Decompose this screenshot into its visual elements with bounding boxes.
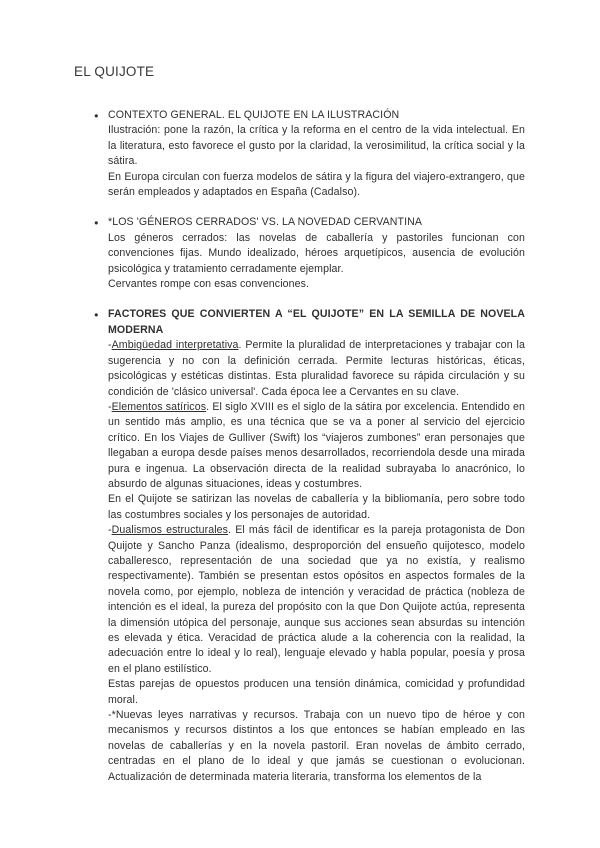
bullet-icon: ● <box>94 111 99 120</box>
text-run: - <box>108 524 112 537</box>
text-run: . Permite la pluralidad de interpretaciones y trabajar con la sugerencia y no con la definición cerrada. Permite lecturas históricas, éticas, psicológicas y estéticas distintas. Esta pluralidad favorece su rápida circulación y su condición de 'clásico universal'. Cada época lee a Cervantes en su clave. <box>108 339 526 398</box>
bulleted-list <box>74 108 525 785</box>
bullet-icon: ● <box>94 310 99 320</box>
paragraph: En el Quijote se satirizan las novelas de caballería y la bibliomanía, pero sobre todo las costumbres sociales y los personajes de autoridad. <box>108 493 525 521</box>
underlined-term: Ambigüedad interpretativa <box>111 339 239 352</box>
text-run: - <box>108 339 112 352</box>
section-heading: FACTORES QUE CONVIERTEN A “EL QUIJOTE” EN LA SEMILLA DE NOVELA MODERNA <box>108 308 525 336</box>
paragraph: En Europa circulan con fuerza modelos de sátira y la figura del viajero-extrangero, que serán empleados y adaptados en España (Cadalso). <box>108 170 525 199</box>
paragraph: Los géneros cerrados: las novelas de caballería y pastoriles funcionan con convenciones fijas. Mundo idealizado, héroes arquetípicos, ausencia de evolución psicológica y tratamiento cerradamente ejemplar. <box>108 231 525 275</box>
underlined-term: Dualismos estructurales <box>111 524 229 537</box>
document-title: EL QUIJOTE <box>74 64 155 79</box>
paragraph <box>108 338 525 400</box>
paragraph <box>108 523 525 677</box>
section-heading: CONTEXTO GENERAL. EL QUIJOTE EN LA ILUSTRACIÓN <box>108 109 400 121</box>
text-run: - <box>108 400 112 413</box>
underlined-term: Elementos satíricos <box>111 400 207 413</box>
paragraph <box>108 400 525 492</box>
bullet-icon: ● <box>94 218 99 228</box>
section-heading: *LOS 'GÉNEROS CERRADOS' VS. LA NOVEDAD CERVANTINA <box>108 216 423 229</box>
paragraph: Cervantes rompe con esas convenciones. <box>108 278 310 291</box>
text-run: . El más fácil de identificar es la pareja protagonista de Don Quijote y Sancho Panza (idealismo, desproporción del ensueño quijotesco, modelo caballeresco, representación de una sociedad que ya no existía, y realismo respectivamente). También se presentan estos opósitos en aspectos formales de la novela como, por ejemplo, nobleza de intención y veracidad de práctica (nobleza de intención es el ideal, la pureza del propósito con la que Don Quijote actúa, representa la dimensión utópica del personaje, aunque sus acciones sean absurdas su intención es elevada y ética. Veracidad de práctica alude a la coherencia con la realidad, la adecuación entre lo ideal y lo real), lenguaje elevado y habla popular, poesía y prosa en el plano estilístico. <box>108 524 525 675</box>
paragraph: Ilustración: pone la razón, la crítica y la reforma en el centro de la vida intelectual. En la literatura, esto favorece el gusto por la claridad, la verosimilitud, la crítica social y la sátira. <box>108 124 525 168</box>
section-contexto-general <box>74 108 525 200</box>
section-factores <box>74 307 525 785</box>
paragraph: -*Nuevas leyes narrativas y recursos. Trabaja con un nuevo tipo de héroe y con mecanismos y recursos distintos a los que entonces se habían empleado en las novelas de caballerías y en la novela pastoril. Eran novelas de ámbito cerrado, centradas en el plano de lo ideal y que jamás se cuestionan o evolucionan. Actualización de determinada materia literaria, transforma los elementos de la <box>108 709 525 783</box>
text-run: . El siglo XVIII es el siglo de la sátira por excelencia. Entendido en un sentido más amplio, es una técnica que se va a poner al servicio del ejercicio crítico. En los Viajes de Gulliver (Swift) los “viajeros zumbones” eran personajes que llegaban a europa desde países menos desarrollados, recorriendola desde una mirada pura e ingenua. La observación directa de la realidad subrayaba lo anacrónico, lo absurdo de algunas situaciones, ideas y costumbres. <box>108 400 525 490</box>
paragraph: Estas parejas de opuestos producen una tensión dinámica, comicidad y profundidad moral. <box>108 678 525 706</box>
section-generos-cerrados <box>74 215 525 292</box>
